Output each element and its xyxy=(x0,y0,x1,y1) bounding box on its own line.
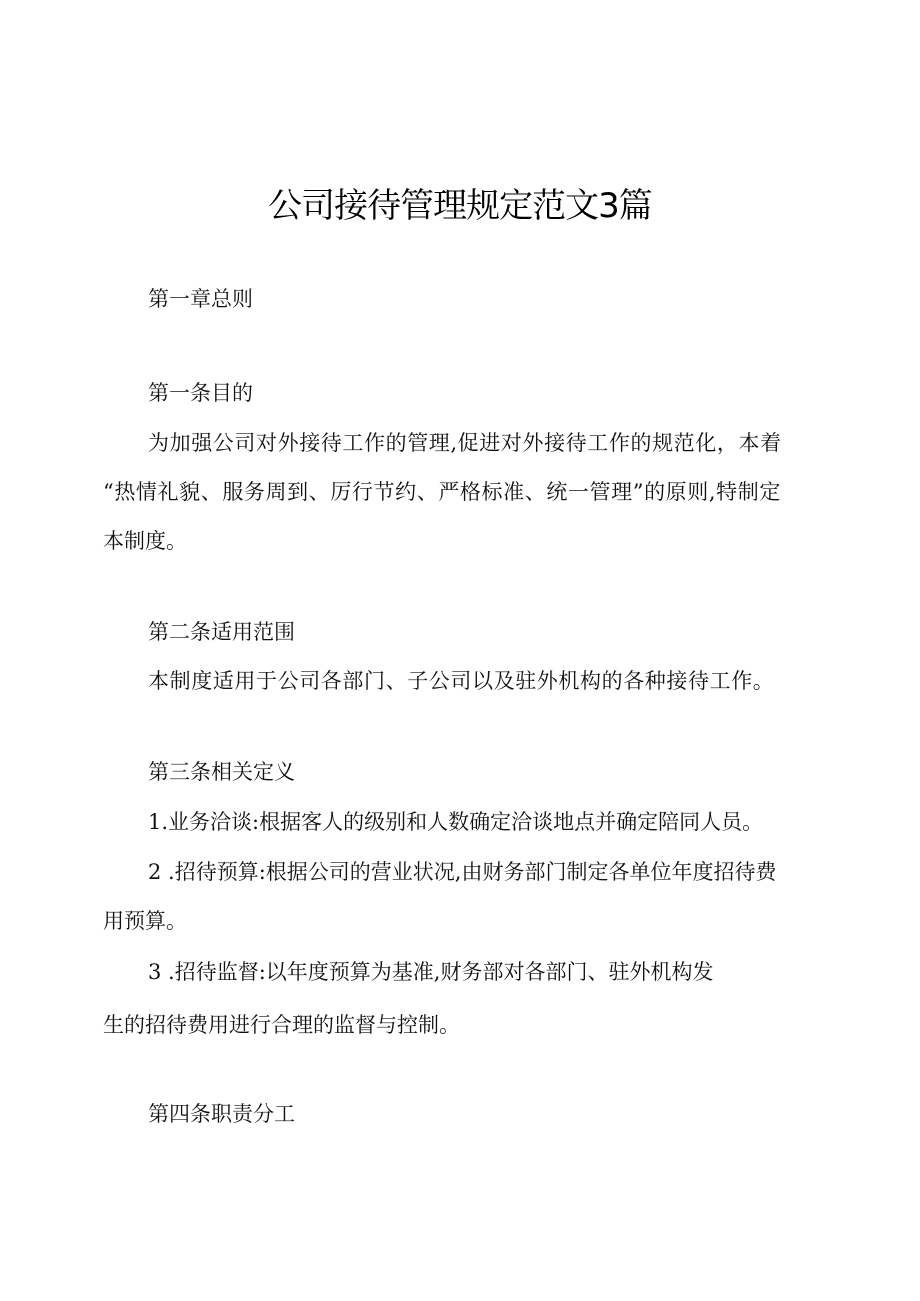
document-title: 公司接待管理规定范文3篇 xyxy=(268,186,652,226)
article3-heading: 第三条相关定义 xyxy=(148,760,295,784)
definition-item: 2 .招待预算:根据公司的营业状况,由财务部门制定各单位年度招待费 xyxy=(148,860,777,884)
article1-paragraph-line: 为加强公司对外接待工作的管理,促进对外接待工作的规范化，本着 xyxy=(148,431,782,455)
article1-paragraph-line: 本制度。 xyxy=(103,529,187,553)
article2-heading: 第二条适用范围 xyxy=(148,620,295,644)
definition-item: 3 .招待监督:以年度预算为基准,财务部对各部门、驻外机构发 xyxy=(148,960,714,984)
article2-paragraph-line: 本制度适用于公司各部门、子公司以及驻外机构的各种接待工作。 xyxy=(148,669,775,693)
definition-item-continuation: 用预算。 xyxy=(103,909,187,933)
article1-paragraph-line: “热情礼貌、服务周到、厉行节约、严格标准、统一管理”的原则,特制定 xyxy=(103,480,781,504)
definition-item-continuation: 生的招待费用进行合理的监督与控制。 xyxy=(103,1013,460,1037)
article4-heading: 第四条职责分工 xyxy=(148,1102,295,1126)
article1-heading: 第一条目的 xyxy=(148,381,253,405)
chapter-heading: 第一章总则 xyxy=(148,287,253,311)
definition-item: 1.业务洽谈:根据客人的级别和人数确定洽谈地点并确定陪同人员。 xyxy=(148,810,764,834)
